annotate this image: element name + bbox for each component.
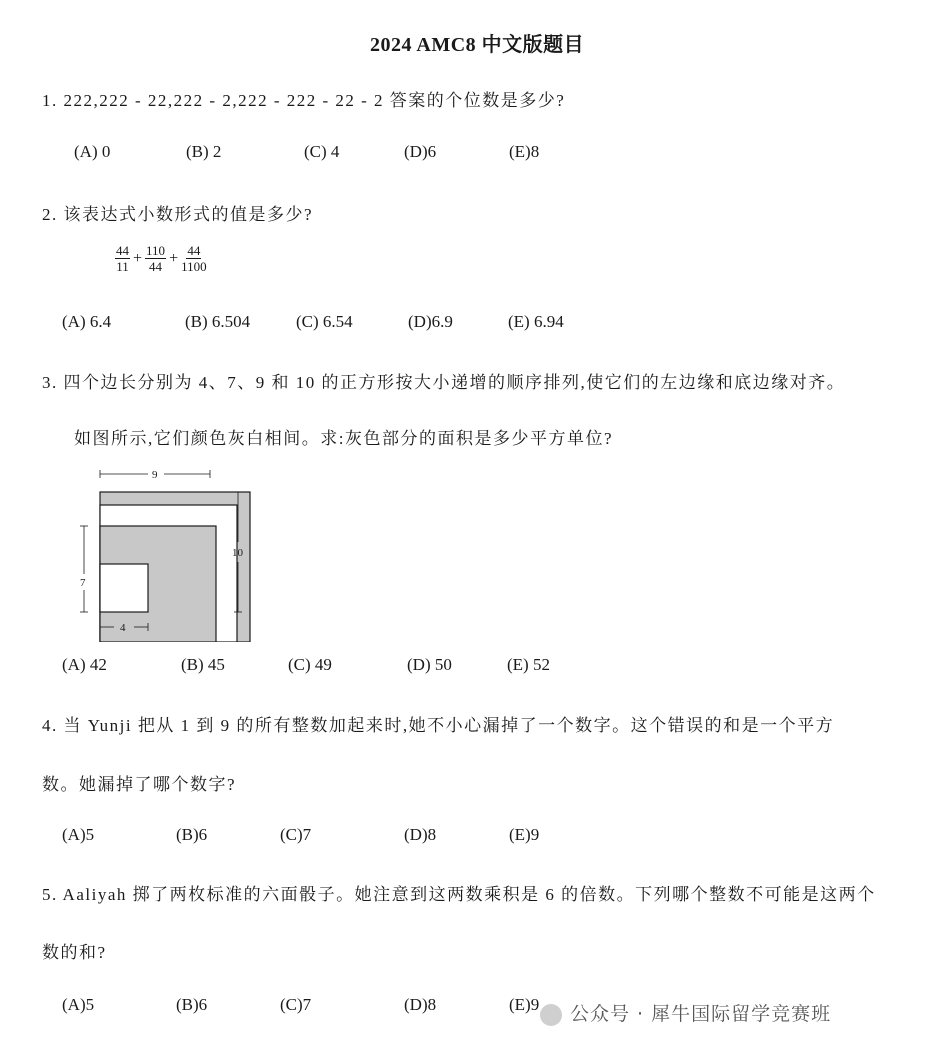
q5-option-e: (E)9 <box>509 995 540 1014</box>
q1-option-c: (C) 4 <box>304 142 340 161</box>
label-10: 10 <box>232 547 243 559</box>
q3-option-c: (C) 49 <box>288 655 332 674</box>
question-3-line-1: 3. 四个边长分别为 4、7、9 和 10 的正方形按大小递增的顺序排列,使它们的左边缘和底边缘对齐。 <box>42 373 846 392</box>
squares-figure <box>70 462 260 642</box>
watermark-text: 公众号 · 犀牛国际留学竞赛班 <box>570 1003 832 1025</box>
q2-option-d: (D)6.9 <box>408 312 453 331</box>
wechat-logo-icon <box>540 1004 562 1026</box>
q4-option-b: (B)6 <box>176 825 208 844</box>
question-1-text: 1. 222,222 - 22,222 - 2,222 - 222 - 22 - 2 答案的个位数是多少? <box>42 91 566 110</box>
q4-option-a: (A)5 <box>62 825 95 844</box>
label-4: 4 <box>120 622 126 634</box>
q2-option-a: (A) 6.4 <box>62 312 112 331</box>
question-4-line-2: 数。她漏掉了哪个数字? <box>42 775 237 794</box>
q1-option-b: (B) 2 <box>186 142 222 161</box>
page-title: 2024 AMC8 中文版题目 <box>370 34 585 56</box>
fraction-2: $\frac{110}{44}$ <box>146 243 166 274</box>
q1-option-a: (A) 0 <box>74 142 111 161</box>
q3-option-b: (B) 45 <box>181 655 225 674</box>
question-5-line-1: 5. Aaliyah 掷了两枚标准的六面骰子。她注意到这两数乘积是 6 的倍数。下列哪个整数不可能是这两个 <box>42 885 876 904</box>
label-9: 9 <box>152 469 158 481</box>
q5-option-d: (D)8 <box>404 995 437 1014</box>
watermark <box>540 999 831 1026</box>
q3-option-d: (D) 50 <box>407 655 452 674</box>
question-2-text: 2. 该表达式小数形式的值是多少? <box>42 205 314 224</box>
q1-option-d: (D)6 <box>404 142 437 161</box>
q5-option-a: (A)5 <box>62 995 95 1014</box>
q2-option-b: (B) 6.504 <box>185 312 251 331</box>
q3-option-a: (A) 42 <box>62 655 107 674</box>
q2-option-c: (C) 6.54 <box>296 312 353 331</box>
q5-option-c: (C)7 <box>280 995 312 1014</box>
q4-option-c: (C)7 <box>280 825 312 844</box>
q4-option-d: (D)8 <box>404 825 437 844</box>
q2-option-e: (E) 6.94 <box>508 312 564 331</box>
fraction-3: $\frac{44}{1100}$ <box>181 243 207 274</box>
q1-option-e: (E)8 <box>509 142 540 161</box>
q5-option-b: (B)6 <box>176 995 208 1014</box>
q4-option-e: (E)9 <box>509 825 540 844</box>
q2-expression <box>115 243 207 274</box>
question-4-line-1: 4. 当 Yunji 把从 1 到 9 的所有整数加起来时,她不小心漏掉了一个数字。这个错误的和是一个平方 <box>42 716 835 735</box>
fraction-1: $\frac{44}{11}$ <box>116 243 129 274</box>
plus-sign: + <box>133 249 143 267</box>
q3-option-e: (E) 52 <box>507 655 550 674</box>
question-5-line-2: 数的和? <box>42 943 107 962</box>
plus-sign: + <box>169 249 179 267</box>
label-7: 7 <box>80 577 86 589</box>
question-3-line-2: 如图所示,它们颜色灰白相间。求:灰色部分的面积是多少平方单位? <box>74 429 614 448</box>
square-4-white <box>100 564 148 612</box>
